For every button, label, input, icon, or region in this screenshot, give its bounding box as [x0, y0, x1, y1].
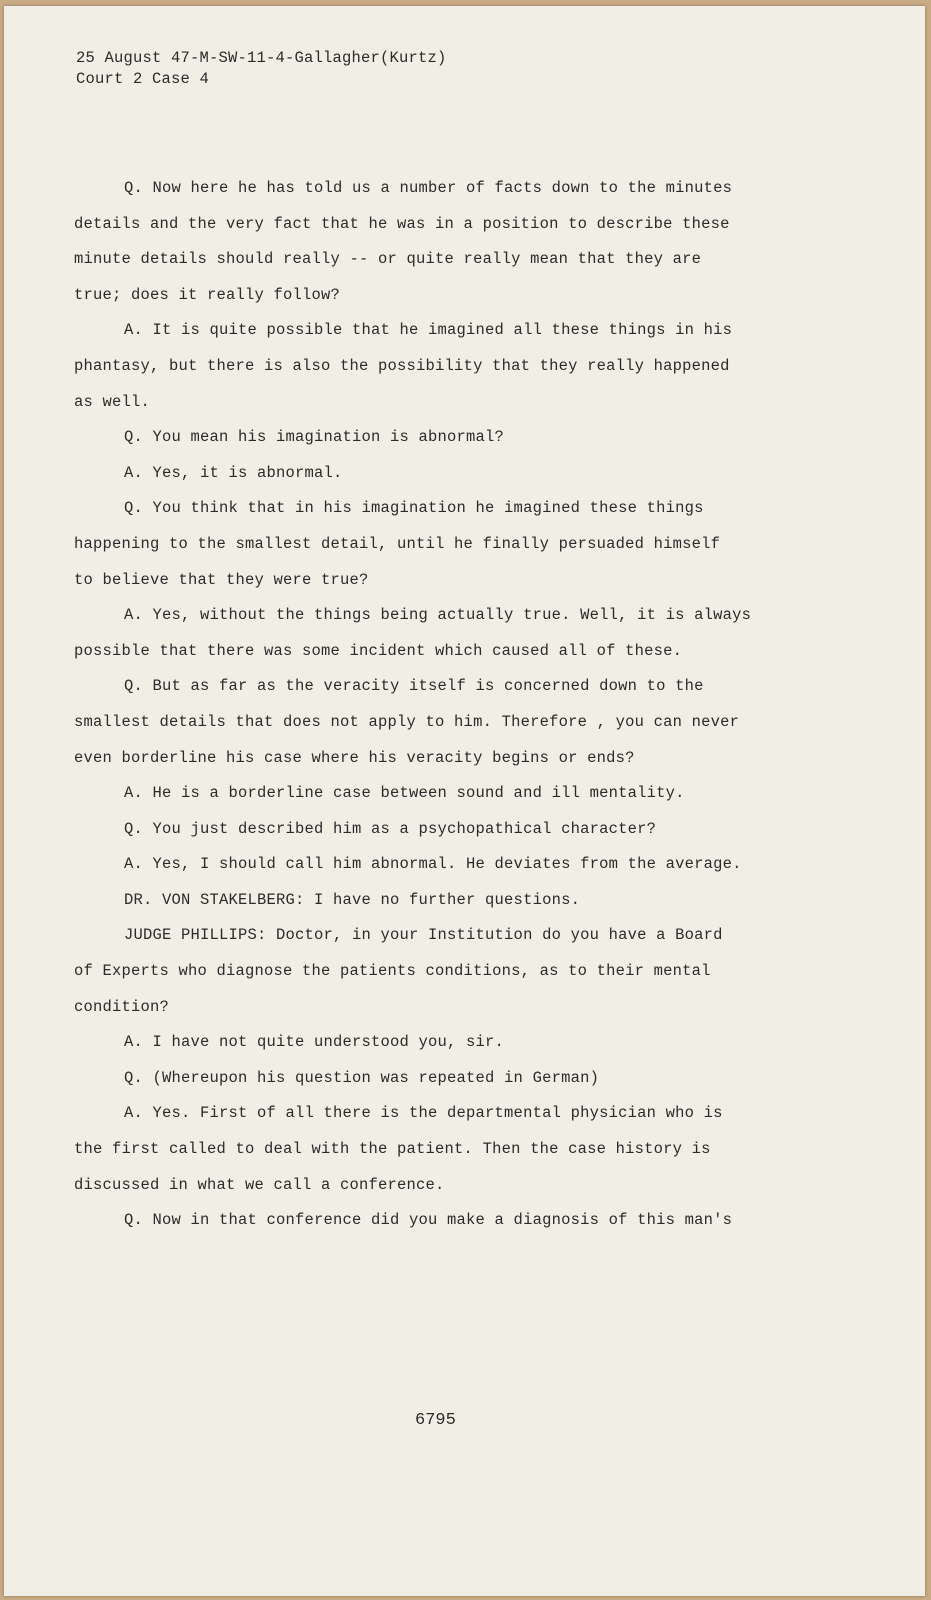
transcript-line: true; does it really follow? — [74, 285, 341, 304]
transcript-line: details and the very fact that he was in a position to describe these — [74, 214, 730, 233]
transcript-line: condition? — [74, 997, 170, 1016]
transcript-line: A. It is quite possible that he imagined all these things in his — [124, 321, 733, 340]
transcript-line: happening to the smallest detail, until he finally persuaded himself — [74, 534, 721, 553]
transcript-line: A. Yes, without the things being actually true. Well, it is always — [124, 606, 752, 625]
transcript-line: A. I have not quite understood you, sir. — [124, 1033, 505, 1052]
transcript-line: A. Yes, I should call him abnormal. He deviates from the average. — [124, 855, 742, 874]
transcript-line: phantasy, but there is also the possibility that they really happened — [74, 356, 730, 375]
transcript-line: as well. — [74, 392, 151, 411]
transcript-line: A. Yes. First of all there is the departmental physician who is — [124, 1104, 723, 1123]
page-number: 6795 — [415, 1411, 456, 1430]
transcript-line: Q. Now in that conference did you make a diagnosis of this man's — [124, 1211, 733, 1230]
document-header — [76, 48, 447, 90]
transcript-line: even borderline his case where his veracity begins or ends? — [74, 748, 635, 767]
transcript-body — [74, 171, 874, 1239]
transcript-line: Q. (Whereupon his question was repeated in German) — [124, 1068, 600, 1087]
transcript-line: to believe that they were true? — [74, 570, 369, 589]
document-page — [4, 6, 925, 1596]
transcript-line: of Experts who diagnose the patients conditions, as to their mental — [74, 962, 711, 981]
transcript-line: Q. You just described him as a psychopathical character? — [124, 819, 657, 838]
transcript-line: A. Yes, it is abnormal. — [124, 463, 343, 482]
header-line-2: Court 2 Case 4 — [76, 70, 210, 88]
transcript-line: discussed in what we call a conference. — [74, 1175, 445, 1194]
transcript-line: Q. You think that in his imagination he imagined these things — [124, 499, 704, 518]
transcript-line: Q. But as far as the veracity itself is concerned down to the — [124, 677, 704, 696]
transcript-line: smallest details that does not apply to him. Therefore , you can never — [74, 712, 740, 731]
transcript-line: minute details should really -- or quite really mean that they are — [74, 250, 702, 269]
transcript-line: possible that there was some incident which caused all of these. — [74, 641, 683, 660]
transcript-line: the first called to deal with the patient. Then the case history is — [74, 1140, 711, 1159]
transcript-line: DR. VON STAKELBERG: I have no further questions. — [124, 890, 581, 909]
transcript-line: Q. You mean his imagination is abnormal? — [124, 428, 505, 447]
header-line-1: 25 August 47-M-SW-11-4-Gallagher(Kurtz) — [76, 49, 447, 67]
transcript-line: A. He is a borderline case between sound and ill mentality. — [124, 784, 685, 803]
transcript-line: Q. Now here he has told us a number of facts down to the minutes — [124, 179, 733, 197]
transcript-line: JUDGE PHILLIPS: Doctor, in your Institution do you have a Board — [124, 926, 723, 945]
